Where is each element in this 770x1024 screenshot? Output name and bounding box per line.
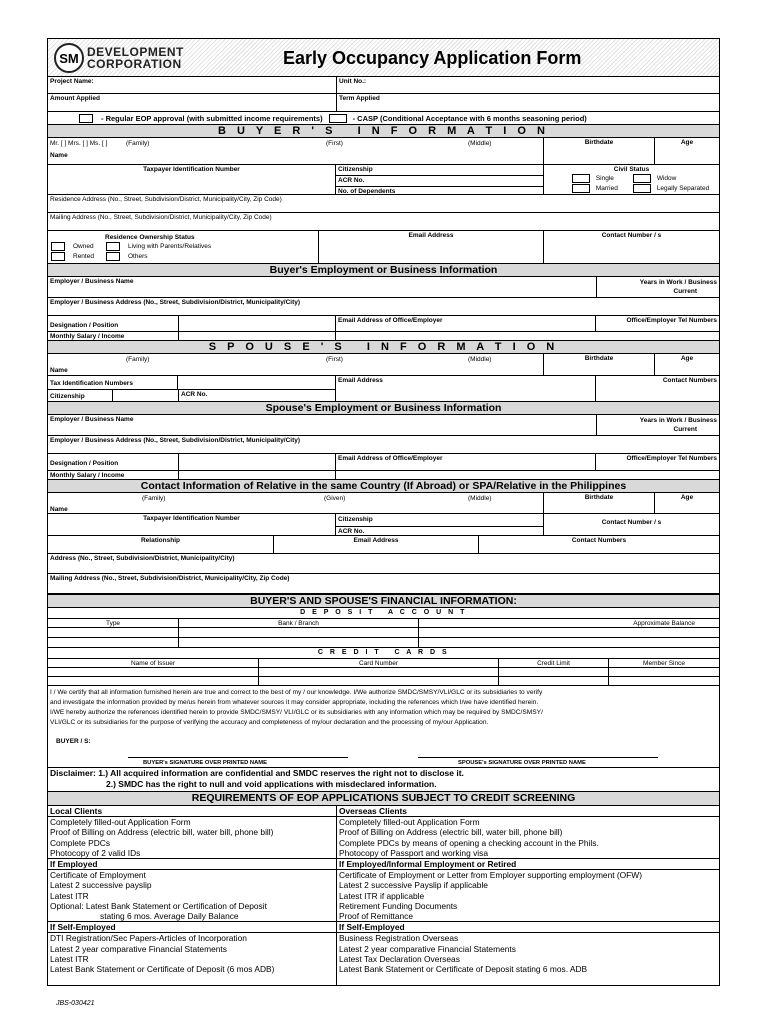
spouse-salary-value[interactable] (178, 471, 335, 479)
requirements-table (48, 805, 719, 985)
local-self-item: DTI Registration/Sec Papers-Articles of Incorporation (50, 933, 247, 944)
overseas-self-item: Latest Bank Statement or Certificate of Deposit stating 6 mos. ADB (339, 964, 588, 975)
deposit-cell[interactable] (48, 628, 178, 637)
buyer-salary-field[interactable]: Monthly Salary / Income (50, 333, 125, 340)
local-item: Photocopy of 2 valid IDs (50, 847, 141, 858)
logo-line-2: CORPORATION (87, 57, 182, 71)
rented-label: Rented (73, 253, 94, 261)
widow-checkbox[interactable] (633, 174, 651, 183)
disclaimer-line-1: Disclaimer: 1.) All acquired information are confidential and SMDC reserves the right not to disclose it. (50, 768, 464, 778)
credit-limit-header: Credit Limit (498, 659, 608, 667)
regular-eop-label: - Regular EOP approval (with submitted income requirements) (101, 113, 323, 123)
local-clients-column (48, 806, 336, 985)
credit-member-header: Member Since (608, 659, 719, 667)
spouse-acr-field[interactable]: ACR No. (178, 390, 335, 401)
ownership-block (48, 231, 318, 263)
overseas-item: Proof of Billing on Address (electric bill, water bill, phone bill) (339, 827, 563, 838)
relationship-field[interactable]: Relationship (140, 537, 180, 544)
credit-card-header: Card Number (258, 659, 498, 667)
buyer-employer-field[interactable]: Employer / Business Name (50, 278, 134, 285)
spouse-name-label: Name (50, 367, 68, 374)
certify-line-1: I / We certify that all information furnished herein are true and correct to the best of my / our knowledge. I/We authorize SMDC/SMSY/VLI/GLC or its subsidiaries to verify (50, 689, 543, 696)
buyer-office-tel-field[interactable]: Office/Employer Tel Numbers (595, 316, 719, 331)
spouse-office-email-field[interactable]: Email Address of Office/Employer (335, 454, 595, 470)
blank-cell (335, 471, 719, 479)
relative-acr-field[interactable]: ACR No. (338, 528, 365, 535)
overseas-emp-item: Certificate of Employment or Letter from Employer supporting employment (OFW) (339, 870, 642, 881)
casp-checkbox[interactable] (329, 114, 347, 123)
spouse-tin-value[interactable] (177, 376, 335, 389)
local-emp-item: Latest ITR (50, 890, 89, 901)
disclaimer-block (48, 767, 719, 791)
spouse-first-label: (First) (326, 356, 343, 363)
owned-label: Owned (73, 243, 94, 251)
acr-field[interactable]: ACR No. (336, 176, 543, 187)
civil-status-block (543, 165, 719, 194)
relative-age-field[interactable]: Age (654, 493, 719, 513)
single-checkbox[interactable] (572, 174, 590, 183)
salutation-label: Mr. [ ] Mrs. [ ] Ms. [ ] (50, 140, 108, 147)
relative-email-field[interactable]: Email Address (273, 536, 478, 553)
spouse-family-label: (Family) (126, 356, 150, 363)
certify-line-4: VLI/GLC or its subsidiaries for the purpose of verifying the accuracy and completeness of my/our declaration and the processing of my/our Application. (50, 719, 489, 726)
project-name-field[interactable]: Project Name: (50, 78, 94, 85)
deposit-type-header: Type (105, 620, 121, 627)
with-parents-checkbox[interactable] (106, 242, 120, 251)
overseas-self-item: Latest 2 year comparative Financial Statements (339, 943, 516, 954)
spouse-contact-field[interactable]: Contact Numbers (595, 376, 719, 401)
relative-citizenship-field[interactable]: Citizenship (336, 514, 543, 527)
credit-cell[interactable] (48, 668, 258, 676)
local-self-item: Latest ITR (50, 953, 89, 964)
dependents-field[interactable]: No. of Dependents (338, 188, 396, 194)
overseas-emp-item: Latest 2 successive Payslip if applicable (339, 880, 488, 891)
legally-separated-checkbox[interactable] (633, 184, 651, 193)
spouse-tin-field[interactable]: Tax Identification Numbers (50, 380, 133, 387)
spouse-signature-line[interactable] (418, 757, 658, 758)
spouse-employer-address-field[interactable]: Employer / Business Address (No., Street, Subdivision/District, Municipality/City) (50, 437, 301, 444)
application-form (47, 38, 720, 986)
local-item: Complete PDCs (50, 837, 111, 848)
birthdate-field[interactable]: Birthdate (543, 138, 654, 164)
legally-separated-label: Legally Separated (656, 185, 710, 193)
others-label: Others (128, 253, 148, 261)
relative-mailing-field[interactable]: Mailing Address (No., Street, Subdivision/District, Municipality/City, Zip Code) (50, 575, 290, 582)
buyer-signature-caption: BUYER's SIGNATURE OVER PRINTED NAME (143, 760, 267, 766)
form-title: Early Occupancy Application Form (283, 48, 582, 68)
local-clients-title: Local Clients (48, 806, 336, 817)
married-checkbox[interactable] (572, 184, 590, 193)
certify-line-3: I/WE hereby authorize the references identified herein to provide SMDC/SMSY/ VLI/GLC or its subsidiaries with any information which may be required by SMDC/SMSY/ (50, 709, 543, 716)
relative-given-label: (Given) (324, 495, 346, 502)
form-code: JBS-030421 (56, 1000, 95, 1007)
certify-line-2: and investigate the information provided by me/us herein from whatever sources it may consider appropriate, including the references which I/we have identified herein. (50, 699, 539, 706)
spouse-employer-field[interactable]: Employer / Business Name (50, 416, 134, 423)
deposit-cell[interactable] (178, 628, 418, 637)
buyer-employment-band: Buyer's Employment or Business Information (48, 263, 719, 276)
smdc-logo (54, 43, 184, 73)
buyer-email-field[interactable]: Email Address (318, 231, 543, 263)
citizenship-field[interactable]: Citizenship (336, 165, 543, 176)
logo-mark: SM (54, 43, 84, 73)
buyer-tin-field[interactable]: Taxpayer Identification Number (143, 166, 240, 173)
first-label: (First) (326, 140, 343, 147)
spouse-info-band: S P O U S E ' S I N F O R M A T I O N (48, 340, 719, 353)
spouse-email-field[interactable]: Email Address (335, 376, 595, 401)
buyer-designation-value[interactable] (178, 316, 335, 331)
spouse-signature-caption: SPOUSE's SIGNATURE OVER PRINTED NAME (458, 760, 586, 766)
married-label: Married (595, 185, 618, 193)
local-emp-item: Optional: Latest Bank Statement or Certification of Deposit (50, 900, 267, 911)
overseas-emp-item: Retirement Funding Documents (339, 900, 458, 911)
overseas-employed-title: If Employed/Informal Employment or Retired (337, 858, 719, 870)
spouse-middle-label: (Middle) (468, 356, 492, 363)
local-emp-item: Latest 2 successive payslip (50, 880, 152, 891)
buyer-employer-address-field[interactable]: Employer / Business Address (No., Street, Subdivision/District, Municipality/City) (50, 299, 301, 306)
local-item: Proof of Billing on Address (electric bill, water bill, phone bill) (50, 827, 274, 838)
credit-cell[interactable] (258, 677, 498, 685)
widow-label: Widow (656, 175, 677, 183)
deposit-band: D E P O S I T A C C O U N T (48, 607, 719, 618)
local-self-item: Latest 2 year comparative Financial Statements (50, 943, 227, 954)
local-item: Completely filled-out Application Form (50, 817, 191, 828)
local-employed-title: If Employed (48, 858, 336, 870)
credit-cell[interactable] (48, 677, 258, 685)
local-self-title: If Self-Employed (48, 921, 336, 933)
relative-family-label: (Family) (142, 495, 166, 502)
buyer-contact-field[interactable]: Contact Number / s (543, 231, 719, 263)
spouse-designation-value[interactable] (178, 454, 335, 470)
with-parents-label: Living with Parents/Relatives (128, 243, 212, 251)
credit-cell[interactable] (258, 668, 498, 676)
relative-tin-field[interactable]: Taxpayer Identification Number (143, 515, 240, 522)
spouse-employment-band: Spouse's Employment or Business Information (48, 401, 719, 414)
buyer-name-field[interactable] (48, 138, 543, 164)
middle-label: (Middle) (468, 140, 492, 147)
relative-contact-field[interactable]: Contact Number / s (543, 514, 719, 535)
blank-cell (335, 332, 719, 340)
residence-address-field[interactable]: Residence Address (No., Street, Subdivision/District, Municipality/City, Zip Code) (50, 196, 282, 203)
civil-status-label: Civil Status (613, 166, 650, 173)
disclaimer-line-2: 2.) SMDC has the right to null and void applications with misdeclared information. (106, 779, 437, 789)
others-checkbox[interactable] (106, 252, 120, 261)
spouse-age-field[interactable]: Age (654, 354, 719, 375)
citizenship-block (335, 165, 543, 194)
overseas-emp-item: Proof of Remittance (339, 911, 414, 922)
regular-eop-checkbox[interactable] (79, 114, 93, 123)
buyer-years-field[interactable]: Years in Work / Business Current (596, 277, 719, 297)
unit-no-field[interactable]: Unit No.: (336, 77, 719, 93)
local-self-item: Latest Bank Statement or Certificate of Deposit (6 mos ADB) (50, 964, 275, 975)
local-emp-item: stating 6 mos. Average Daily Balance (100, 911, 239, 922)
spouse-designation-field[interactable]: Designation / Position (50, 460, 119, 467)
buyer-signature-line[interactable] (128, 757, 348, 758)
overseas-item: Photocopy of Passport and working visa (339, 847, 488, 858)
age-field[interactable]: Age (654, 138, 719, 164)
overseas-item: Complete PDCs by means of opening a checking account in the Phils. (339, 837, 599, 848)
logo-line-1: DEVELOPMENT (87, 45, 184, 59)
buyer-salary-value[interactable] (178, 332, 335, 340)
spouse-name-field[interactable] (48, 354, 543, 375)
spouse-citizenship-value[interactable] (112, 390, 178, 401)
relative-band: Contact Information of Relative in the same Country (If Abroad) or SPA/Relative in the Philippines (48, 479, 719, 492)
relative-birthdate-field[interactable]: Birthdate (543, 493, 654, 513)
financial-band: BUYER'S AND SPOUSE'S FINANCIAL INFORMATION: (48, 593, 719, 607)
overseas-self-item: Latest Tax Declaration Overseas (339, 953, 460, 964)
requirements-band: REQUIREMENTS OF EOP APPLICATIONS SUBJECT TO CREDIT SCREENING (48, 791, 719, 805)
local-emp-item: Certificate of Employment (50, 870, 146, 881)
relative-citizenship-block (335, 514, 543, 535)
credit-issuer-header: Name of Issuer (130, 660, 176, 667)
rented-checkbox[interactable] (51, 252, 65, 261)
ownership-label: Residence Ownership Status (105, 234, 195, 241)
overseas-emp-item: Latest ITR if applicable (339, 890, 425, 901)
casp-label: - CASP (Conditional Acceptance with 6 months seasoning period) (352, 113, 587, 123)
spouse-office-tel-field[interactable]: Office/Employer Tel Numbers (595, 454, 719, 470)
overseas-item: Completely filled-out Application Form (339, 817, 480, 828)
credit-cell[interactable] (608, 668, 719, 676)
single-label: Single (595, 175, 614, 183)
relative-name-label: Name (50, 506, 68, 513)
owned-checkbox[interactable] (51, 242, 65, 251)
name-label: Name (50, 152, 68, 159)
spouse-citizenship-field[interactable]: Citizenship (50, 393, 85, 400)
overseas-clients-column (336, 806, 719, 985)
spouse-years-field[interactable]: Years in Work / Business Current (596, 415, 719, 435)
relative-name-field[interactable] (48, 493, 543, 513)
mailing-address-field[interactable]: Mailing Address (No., Street, Subdivision/District, Municipality/City, Zip Code) (50, 214, 272, 221)
credit-cell[interactable] (608, 677, 719, 685)
relative-middle-label: (Middle) (468, 495, 492, 502)
spouse-salary-field[interactable]: Monthly Salary / Income (50, 472, 125, 479)
overseas-clients-title: Overseas Clients (337, 806, 719, 817)
buyer-info-band: B U Y E R ' S I N F O R M A T I O N (48, 124, 719, 137)
deposit-bank-header: Bank / Branch (178, 619, 418, 627)
deposit-cell[interactable] (178, 638, 418, 647)
buyer-s-label: BUYER / S: (56, 738, 91, 745)
spouse-birthdate-field[interactable]: Birthdate (543, 354, 654, 375)
certification-block (48, 685, 719, 767)
deposit-balance-header: Approximate Balance (418, 619, 719, 627)
form-header (48, 39, 719, 77)
relative-address-field[interactable]: Address (No., Street, Subdivision/District, Municipality/City) (50, 555, 235, 562)
deposit-cell[interactable] (418, 638, 719, 647)
credit-cell[interactable] (498, 677, 608, 685)
term-applied-field[interactable]: Term Applied (336, 94, 719, 111)
spouse-tin-block (48, 376, 335, 401)
overseas-self-item: Business Registration Overseas (339, 933, 459, 944)
relative-contact-numbers-field[interactable]: Contact Numbers (478, 536, 719, 553)
overseas-self-title: If Self-Employed (337, 921, 719, 933)
amount-applied-field[interactable]: Amount Applied (50, 95, 100, 102)
deposit-cell[interactable] (48, 638, 178, 647)
credit-cell[interactable] (498, 668, 608, 676)
buyer-designation-field[interactable]: Designation / Position (50, 322, 119, 329)
buyer-office-email-field[interactable]: Email Address of Office/Employer (335, 316, 595, 331)
credit-band: C R E D I T C A R D S (48, 647, 719, 658)
family-label: (Family) (126, 140, 150, 147)
deposit-cell[interactable] (418, 628, 719, 637)
